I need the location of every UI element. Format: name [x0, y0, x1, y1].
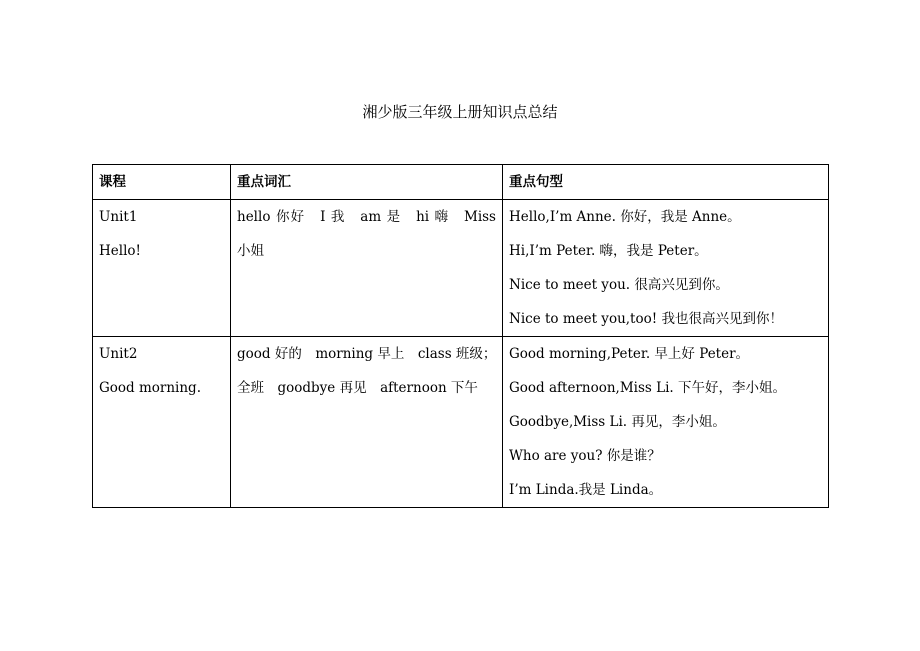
knowledge-summary-table: [92, 164, 829, 508]
sentence-line: Hello,I’m Anne. 你好，我是 Anne。: [509, 209, 741, 225]
unit-number: Unit2: [99, 346, 138, 362]
sentence-line: Goodbye,Miss Li. 再见，李小姐。: [509, 414, 726, 430]
vocab-line: 全班 goodbye 再见 afternoon 下午: [237, 380, 478, 396]
unit-title: Hello!: [99, 243, 141, 259]
sentence-line: Who are you? 你是谁？: [509, 448, 661, 464]
column-header-lesson: 课程: [93, 165, 231, 200]
lesson-cell: [93, 337, 231, 508]
sentence-line: Good morning,Peter. 早上好 Peter。: [509, 346, 750, 362]
document-title: 湘少版三年级上册知识点总结: [362, 103, 558, 121]
sentence-line: Good afternoon,Miss Li. 下午好，李小姐。: [509, 380, 786, 396]
unit-number: Unit1: [99, 209, 138, 225]
sentence-line: Nice to meet you,too! 我也很高兴见到你！: [509, 311, 783, 327]
vocab-line: good 好的 morning 早上 class 班级；: [237, 346, 496, 362]
sentences-cell: [503, 337, 829, 508]
vocab-line: hello 你好 I 我 am 是 hi 嗨 Miss: [237, 209, 496, 225]
sentence-line: I’m Linda.我是 Linda。: [509, 482, 663, 498]
unit-title: Good morning.: [99, 380, 201, 396]
vocab-cell: [231, 337, 503, 508]
column-header-vocab: 重点词汇: [231, 165, 503, 200]
table-row: [93, 337, 829, 508]
table-header-row: [93, 165, 829, 200]
column-header-sentences: 重点句型: [503, 165, 829, 200]
table-row: [93, 200, 829, 337]
sentence-line: Nice to meet you. 很高兴见到你。: [509, 277, 729, 293]
lesson-cell: [93, 200, 231, 337]
vocab-line: 小姐: [237, 243, 264, 259]
sentence-line: Hi,I’m Peter. 嗨，我是 Peter。: [509, 243, 708, 259]
sentences-cell: [503, 200, 829, 337]
vocab-cell: [231, 200, 503, 337]
